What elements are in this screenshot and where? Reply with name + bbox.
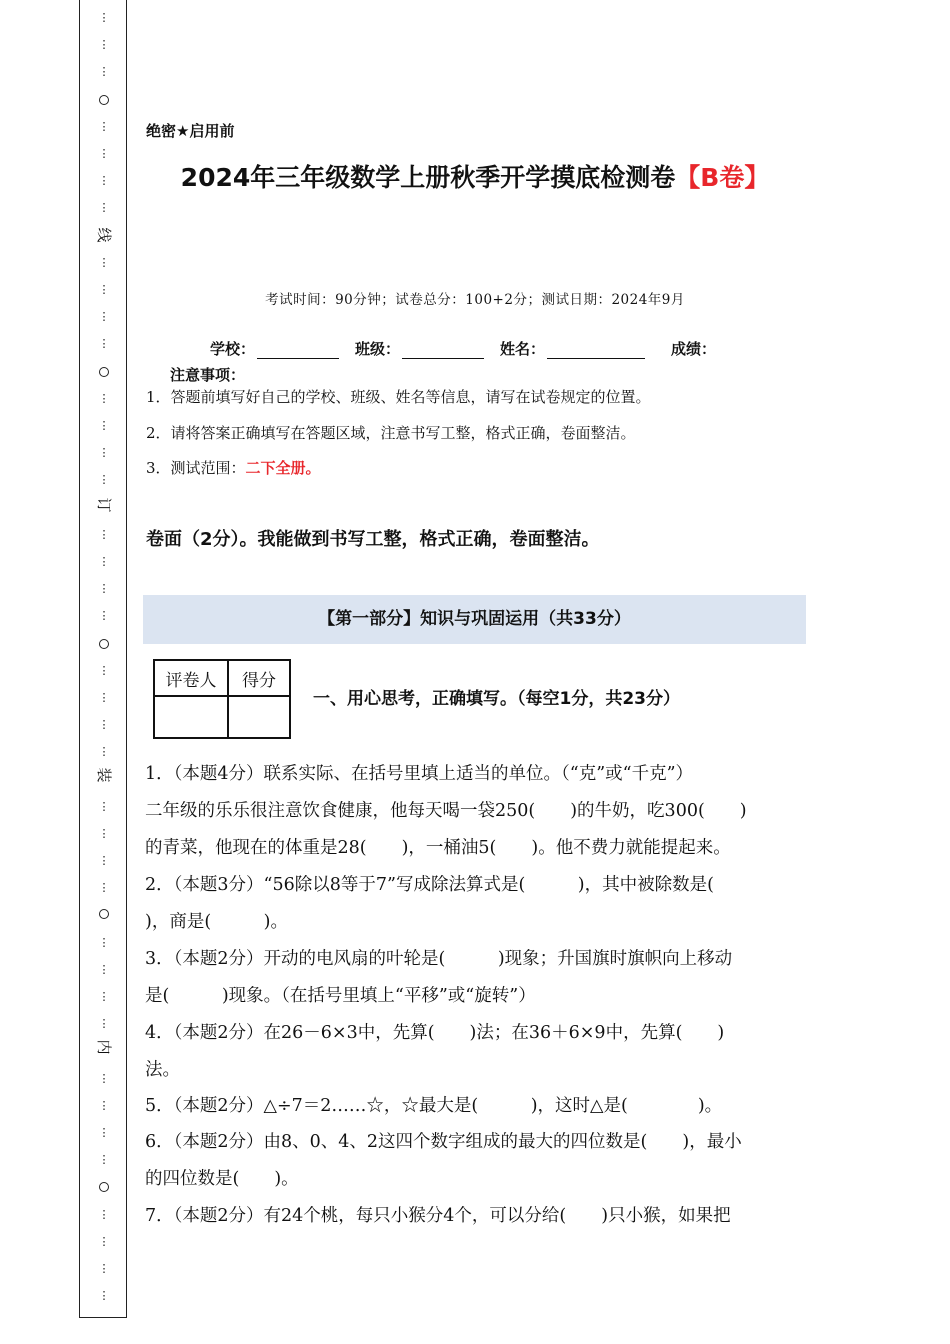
margin-dots: ⋮: [98, 529, 110, 541]
margin-circle: [80, 95, 128, 105]
question-line: 2．（本题3分）“56除以8等于7”写成除法算式是( )，其中被除数是(: [145, 875, 714, 895]
margin-dots: ⋮: [98, 556, 110, 568]
question-line: 二年级的乐乐很注意饮食健康，他每天喝一袋250( )的牛奶，吃300( ): [145, 801, 747, 821]
margin-dots: ⋮: [98, 148, 110, 160]
margin-dots: ⋮: [98, 1290, 110, 1302]
class-blank[interactable]: [402, 342, 484, 359]
margin-dots: ⋮: [98, 1154, 110, 1166]
margin-dots: ⋮: [98, 665, 110, 677]
margin-dots: ⋮: [98, 882, 110, 894]
confidential-label: 绝密★启用前: [146, 122, 235, 140]
notice-item-2: 2．请将答案正确填写在答题区域，注意书写工整，格式正确，卷面整洁。: [146, 424, 636, 442]
margin-dots: ⋮: [98, 393, 110, 405]
class-label: 班级：: [355, 340, 401, 358]
margin-circle: [80, 909, 128, 919]
margin-dots: ⋮: [98, 1127, 110, 1139]
score-field: [671, 338, 716, 359]
margin-dots: ⋮: [98, 991, 110, 1003]
question-line: 1．（本题4分）联系实际、在括号里填上适当的单位。（“克”或“千克”）: [145, 764, 694, 784]
title-tag: 【B卷】: [675, 163, 770, 192]
question-line: 的四位数是( )。: [145, 1169, 299, 1189]
grader-cell[interactable]: [154, 696, 228, 738]
margin-char: 装: [95, 767, 113, 783]
margin-dots: ⋮: [98, 746, 110, 758]
margin-dots: ⋮: [98, 420, 110, 432]
notice-item-3: [146, 457, 321, 478]
binding-margin-marks: [80, 0, 128, 1318]
margin-dots: ⋮: [98, 583, 110, 595]
question-line: 4．（本题2分）在26－6×3中，先算( )法；在36＋6×9中，先算( ): [145, 1023, 725, 1043]
question-line: 3．（本题2分）开动的电风扇的叶轮是( )现象；升国旗时旗帜向上移动: [145, 949, 733, 969]
title-main: 2024年三年级数学上册秋季开学摸底检测卷: [180, 163, 676, 192]
margin-dots: ⋮: [98, 474, 110, 486]
grader-header: 评卷人: [154, 660, 228, 696]
circle-mark: [99, 367, 109, 377]
margin-dots: ⋮: [98, 1263, 110, 1275]
margin-dots: ⋮: [98, 66, 110, 78]
circle-mark: [99, 639, 109, 649]
question-line: )，商是( )。: [145, 912, 288, 932]
margin-dots: ⋮: [98, 719, 110, 731]
margin-dots: ⋮: [98, 338, 110, 350]
margin-dots: ⋮: [98, 12, 110, 24]
class-field[interactable]: [355, 338, 484, 359]
question-line: 法。: [145, 1060, 180, 1080]
question-line: 7．（本题2分）有24个桃，每只小猴分4个，可以分给( )只小猴，如果把: [145, 1206, 731, 1226]
margin-dots: ⋮: [98, 1236, 110, 1248]
margin-dots: ⋮: [98, 447, 110, 459]
margin-char: 订: [95, 497, 113, 513]
score-label: 成绩：: [671, 340, 717, 358]
question-line: 5．（本题2分）△÷7＝2……☆，☆最大是( )，这时△是( )。: [145, 1096, 723, 1116]
circle-mark: [99, 1182, 109, 1192]
margin-dots: ⋮: [98, 121, 110, 133]
margin-dots: ⋮: [98, 175, 110, 187]
circle-mark: [99, 95, 109, 105]
name-blank[interactable]: [547, 342, 645, 359]
name-label: 姓名：: [500, 340, 546, 358]
margin-char: 内: [95, 1039, 113, 1055]
margin-dots: ⋮: [98, 610, 110, 622]
section-1-title: 一、用心思考，正确填写。（每空1分，共23分）: [313, 689, 680, 709]
margin-dots: ⋮: [98, 964, 110, 976]
circle-mark: [99, 909, 109, 919]
margin-dots: ⋮: [98, 39, 110, 51]
school-label: 学校：: [210, 340, 256, 358]
margin-dots: ⋮: [98, 1209, 110, 1221]
notice-item-3-prefix: 3．测试范围：: [146, 459, 246, 477]
margin-dots: ⋮: [98, 284, 110, 296]
margin-circle: [80, 1182, 128, 1192]
margin-dots: ⋮: [98, 311, 110, 323]
margin-circle: [80, 639, 128, 649]
notice-item-3-scope: 二下全册。: [245, 459, 321, 477]
margin-dots: ⋮: [98, 828, 110, 840]
margin-dots: ⋮: [98, 937, 110, 949]
exam-info: 考试时间：90分钟；试卷总分：100+2分；测试日期：2024年9月: [265, 292, 685, 308]
school-field[interactable]: [210, 338, 339, 359]
margin-dots: ⋮: [98, 801, 110, 813]
margin-dots: ⋮: [98, 1073, 110, 1085]
page-title: [0, 158, 950, 194]
margin-dots: ⋮: [98, 257, 110, 269]
question-line: 是( )现象。（在括号里填上“平移”或“旋转”）: [145, 986, 536, 1006]
score-header: 得分: [228, 660, 290, 696]
score-table: [153, 659, 291, 739]
margin-dots: ⋮: [98, 202, 110, 214]
margin-dots: ⋮: [98, 855, 110, 867]
part1-banner: 【第一部分】知识与巩固运用（共33分）: [143, 595, 806, 644]
score-cell[interactable]: [228, 696, 290, 738]
notice-heading: 注意事项：: [170, 366, 246, 384]
name-field[interactable]: [500, 338, 645, 359]
margin-dots: ⋮: [98, 692, 110, 704]
notice-item-1: 1．答题前填写好自己的学校、班级、姓名等信息，请写在试卷规定的位置。: [146, 388, 651, 406]
question-line: 6．（本题2分）由8、0、4、2这四个数字组成的最大的四位数是( )，最小: [145, 1132, 742, 1152]
margin-dots: ⋮: [98, 1100, 110, 1112]
margin-char: 线: [95, 227, 113, 243]
question-line: 的青菜，他现在的体重是28( )，一桶油5( )。他不费力就能提起来。: [145, 838, 731, 858]
face-score-note: 卷面（2分）。我能做到书写工整，格式正确，卷面整洁。: [146, 529, 600, 550]
margin-circle: [80, 367, 128, 377]
margin-dots: ⋮: [98, 1018, 110, 1030]
student-fields: [210, 338, 732, 359]
binding-margin: [79, 0, 127, 1318]
school-blank[interactable]: [257, 342, 339, 359]
